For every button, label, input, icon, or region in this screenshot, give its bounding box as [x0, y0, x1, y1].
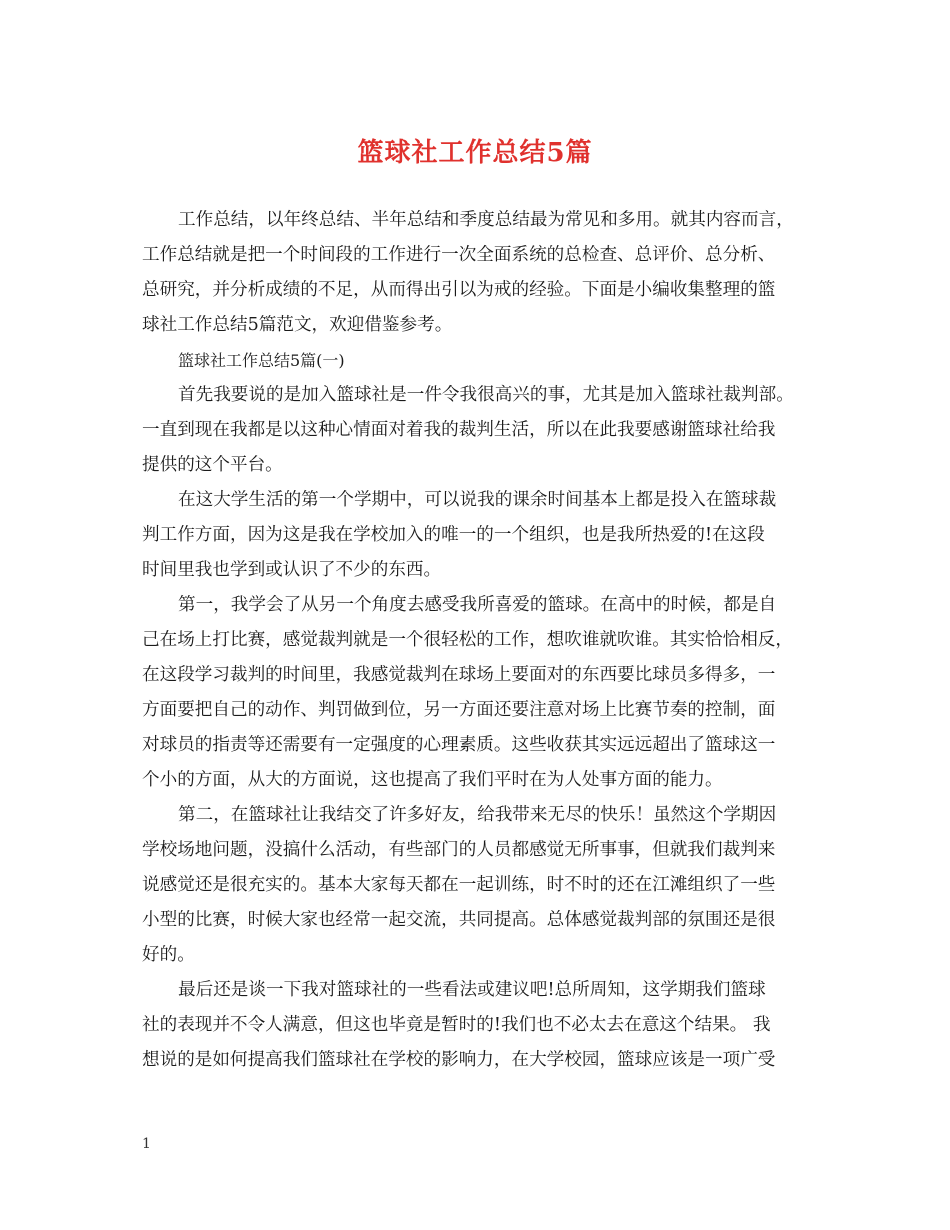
text-line: 在这段学习裁判的时间里，我感觉裁判在球场上要面对的东西要比球员多得多，一 — [142, 665, 776, 685]
text-line: 学校场地问题，没搞什么活动，有些部门的人员都感觉无所事事，但就我们裁判来 — [142, 840, 776, 860]
text-line: 一直到现在我都是以这种心情面对着我的裁判生活，所以在此我要感谢篮球社给我 — [142, 420, 776, 440]
text-line: 说感觉还是很充实的。基本大家每天都在一起训练，时不时的还在江滩组织了一些 — [142, 875, 776, 895]
text-line: 提供的这个平台。 — [142, 455, 283, 475]
text-line: 工作总结就是把一个时间段的工作进行一次全面系统的总检查、总评价、总分析、 — [142, 245, 776, 265]
text-line: 球社工作总结5篇范文，欢迎借鉴参考。 — [142, 315, 453, 335]
text-line: 工作总结，以年终总结、半年总结和季度总结最为常见和多用。就其内容而言， — [178, 210, 794, 230]
text-line: 时间里我也学到或认识了不少的东西。 — [142, 560, 442, 580]
text-line: 最后还是谈一下我对篮球社的一些看法或建议吧!总所周知，这学期我们篮球 — [178, 980, 766, 1000]
text-line: 方面要把自己的动作、判罚做到位，另一方面还要注意对场上比赛节奏的控制，面 — [142, 700, 776, 720]
section-heading — [142, 343, 818, 378]
text-line: 对球员的指责等还需要有一定强度的心理素质。这些收获其实远远超出了篮球这一 — [142, 735, 776, 755]
text-line: 篮球社工作总结5篇(一) — [178, 351, 345, 370]
document-body — [142, 203, 818, 1078]
paragraph — [142, 798, 818, 973]
text-line: 第二，在篮球社让我结交了许多好友，给我带来无尽的快乐！虽然这个学期因 — [178, 805, 777, 825]
text-line: 己在场上打比赛，感觉裁判就是一个很轻松的工作，想吹谁就吹谁。其实恰恰相反， — [142, 630, 793, 650]
text-line: 小型的比赛，时候大家也经常一起交流，共同提高。总体感觉裁判部的氛围还是很 — [142, 910, 776, 930]
text-line: 个小的方面，从大的方面说，这也提高了我们平时在为人处事方面的能力。 — [142, 770, 723, 790]
paragraph — [142, 973, 818, 1078]
paragraph — [142, 483, 818, 588]
text-line: 社的表现并不令人满意，但这也毕竟是暂时的!我们也不必太去在意这个结果。 我 — [142, 1015, 771, 1035]
page-number: 1 — [142, 1136, 151, 1152]
text-line: 首先我要说的是加入篮球社是一件令我很高兴的事，尤其是加入篮球社裁判部。 — [178, 385, 794, 405]
paragraph — [142, 588, 818, 798]
paragraph — [142, 203, 818, 343]
paragraph — [142, 378, 818, 483]
text-line: 总研究，并分析成绩的不足，从而得出引以为戒的经验。下面是小编收集整理的篮 — [142, 280, 776, 300]
text-line: 想说的是如何提高我们篮球社在学校的影响力，在大学校园，篮球应该是一项广受 — [142, 1050, 776, 1070]
text-line: 第一，我学会了从另一个角度去感受我所喜爱的篮球。在高中的时候，都是自 — [178, 595, 777, 615]
text-line: 好的。 — [142, 945, 195, 965]
page-title: 篮球社工作总结5篇 — [357, 138, 593, 168]
text-line: 判工作方面，因为这是我在学校加入的唯一的一个组织，也是我所热爱的!在这段 — [142, 525, 765, 545]
text-line: 在这大学生活的第一个学期中，可以说我的课余时间基本上都是投入在篮球裁 — [178, 490, 777, 510]
